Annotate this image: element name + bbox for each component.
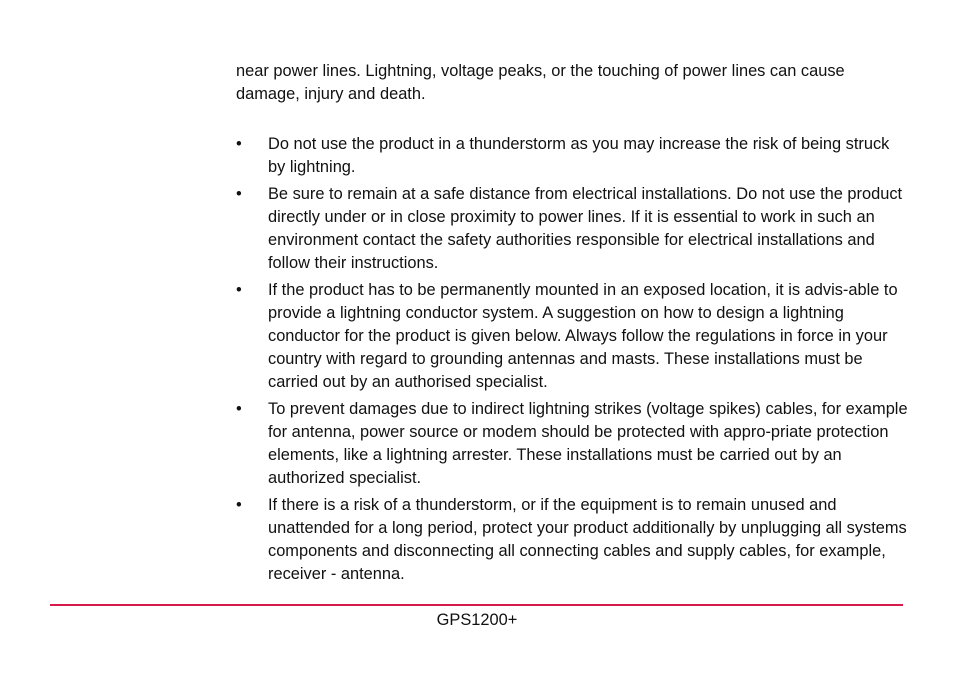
bullet-text: If there is a risk of a thunderstorm, or if the equipment is to remain unused and unattended for a long period, protect your product additionally by unplugging all systems components and disconnecting all connecting cables and supply cables, for example, receiver - antenna. xyxy=(268,496,907,583)
list-item xyxy=(236,494,908,586)
list-item xyxy=(236,183,908,275)
safety-bullet-list xyxy=(236,133,908,590)
bullet-text: Do not use the product in a thunderstorm as you may increase the risk of being struck by lightning. xyxy=(268,135,890,176)
bullet-icon: • xyxy=(236,496,242,514)
bullet-icon: • xyxy=(236,281,242,299)
footer-divider xyxy=(50,604,903,606)
bullet-icon: • xyxy=(236,400,242,418)
list-item xyxy=(236,279,908,394)
bullet-text: Be sure to remain at a safe distance from electrical installations. Do not use the product directly under or in close proximity to power lines. If it is essential to work in such an environment contact the safety authorities responsible for electrical installations and follow their instructions. xyxy=(268,185,903,272)
list-item xyxy=(236,133,908,179)
footer-product-name: GPS1200+ xyxy=(436,611,518,629)
bullet-icon: • xyxy=(236,185,242,203)
bullet-text: If the product has to be permanently mounted in an exposed location, it is advis-able to provide a lightning conductor system. A suggestion on how to design a lightning conductor for the product is given below. Always follow the regulations in force in your country with regard to grounding antennas and masts. These installations must be carried out by an authorised specialist. xyxy=(268,281,898,391)
bullet-text: To prevent damages due to indirect lightning strikes (voltage spikes) cables, for example for antenna, power source or modem should be protected with appro-priate protection elements, like a lightning arrester. These installations must be carried out by an authorized specialist. xyxy=(268,400,908,487)
bullet-icon: • xyxy=(236,135,242,153)
list-item xyxy=(236,398,908,490)
intro-paragraph: near power lines. Lightning, voltage peaks, or the touching of power lines can cause damage, injury and death. xyxy=(236,62,845,103)
